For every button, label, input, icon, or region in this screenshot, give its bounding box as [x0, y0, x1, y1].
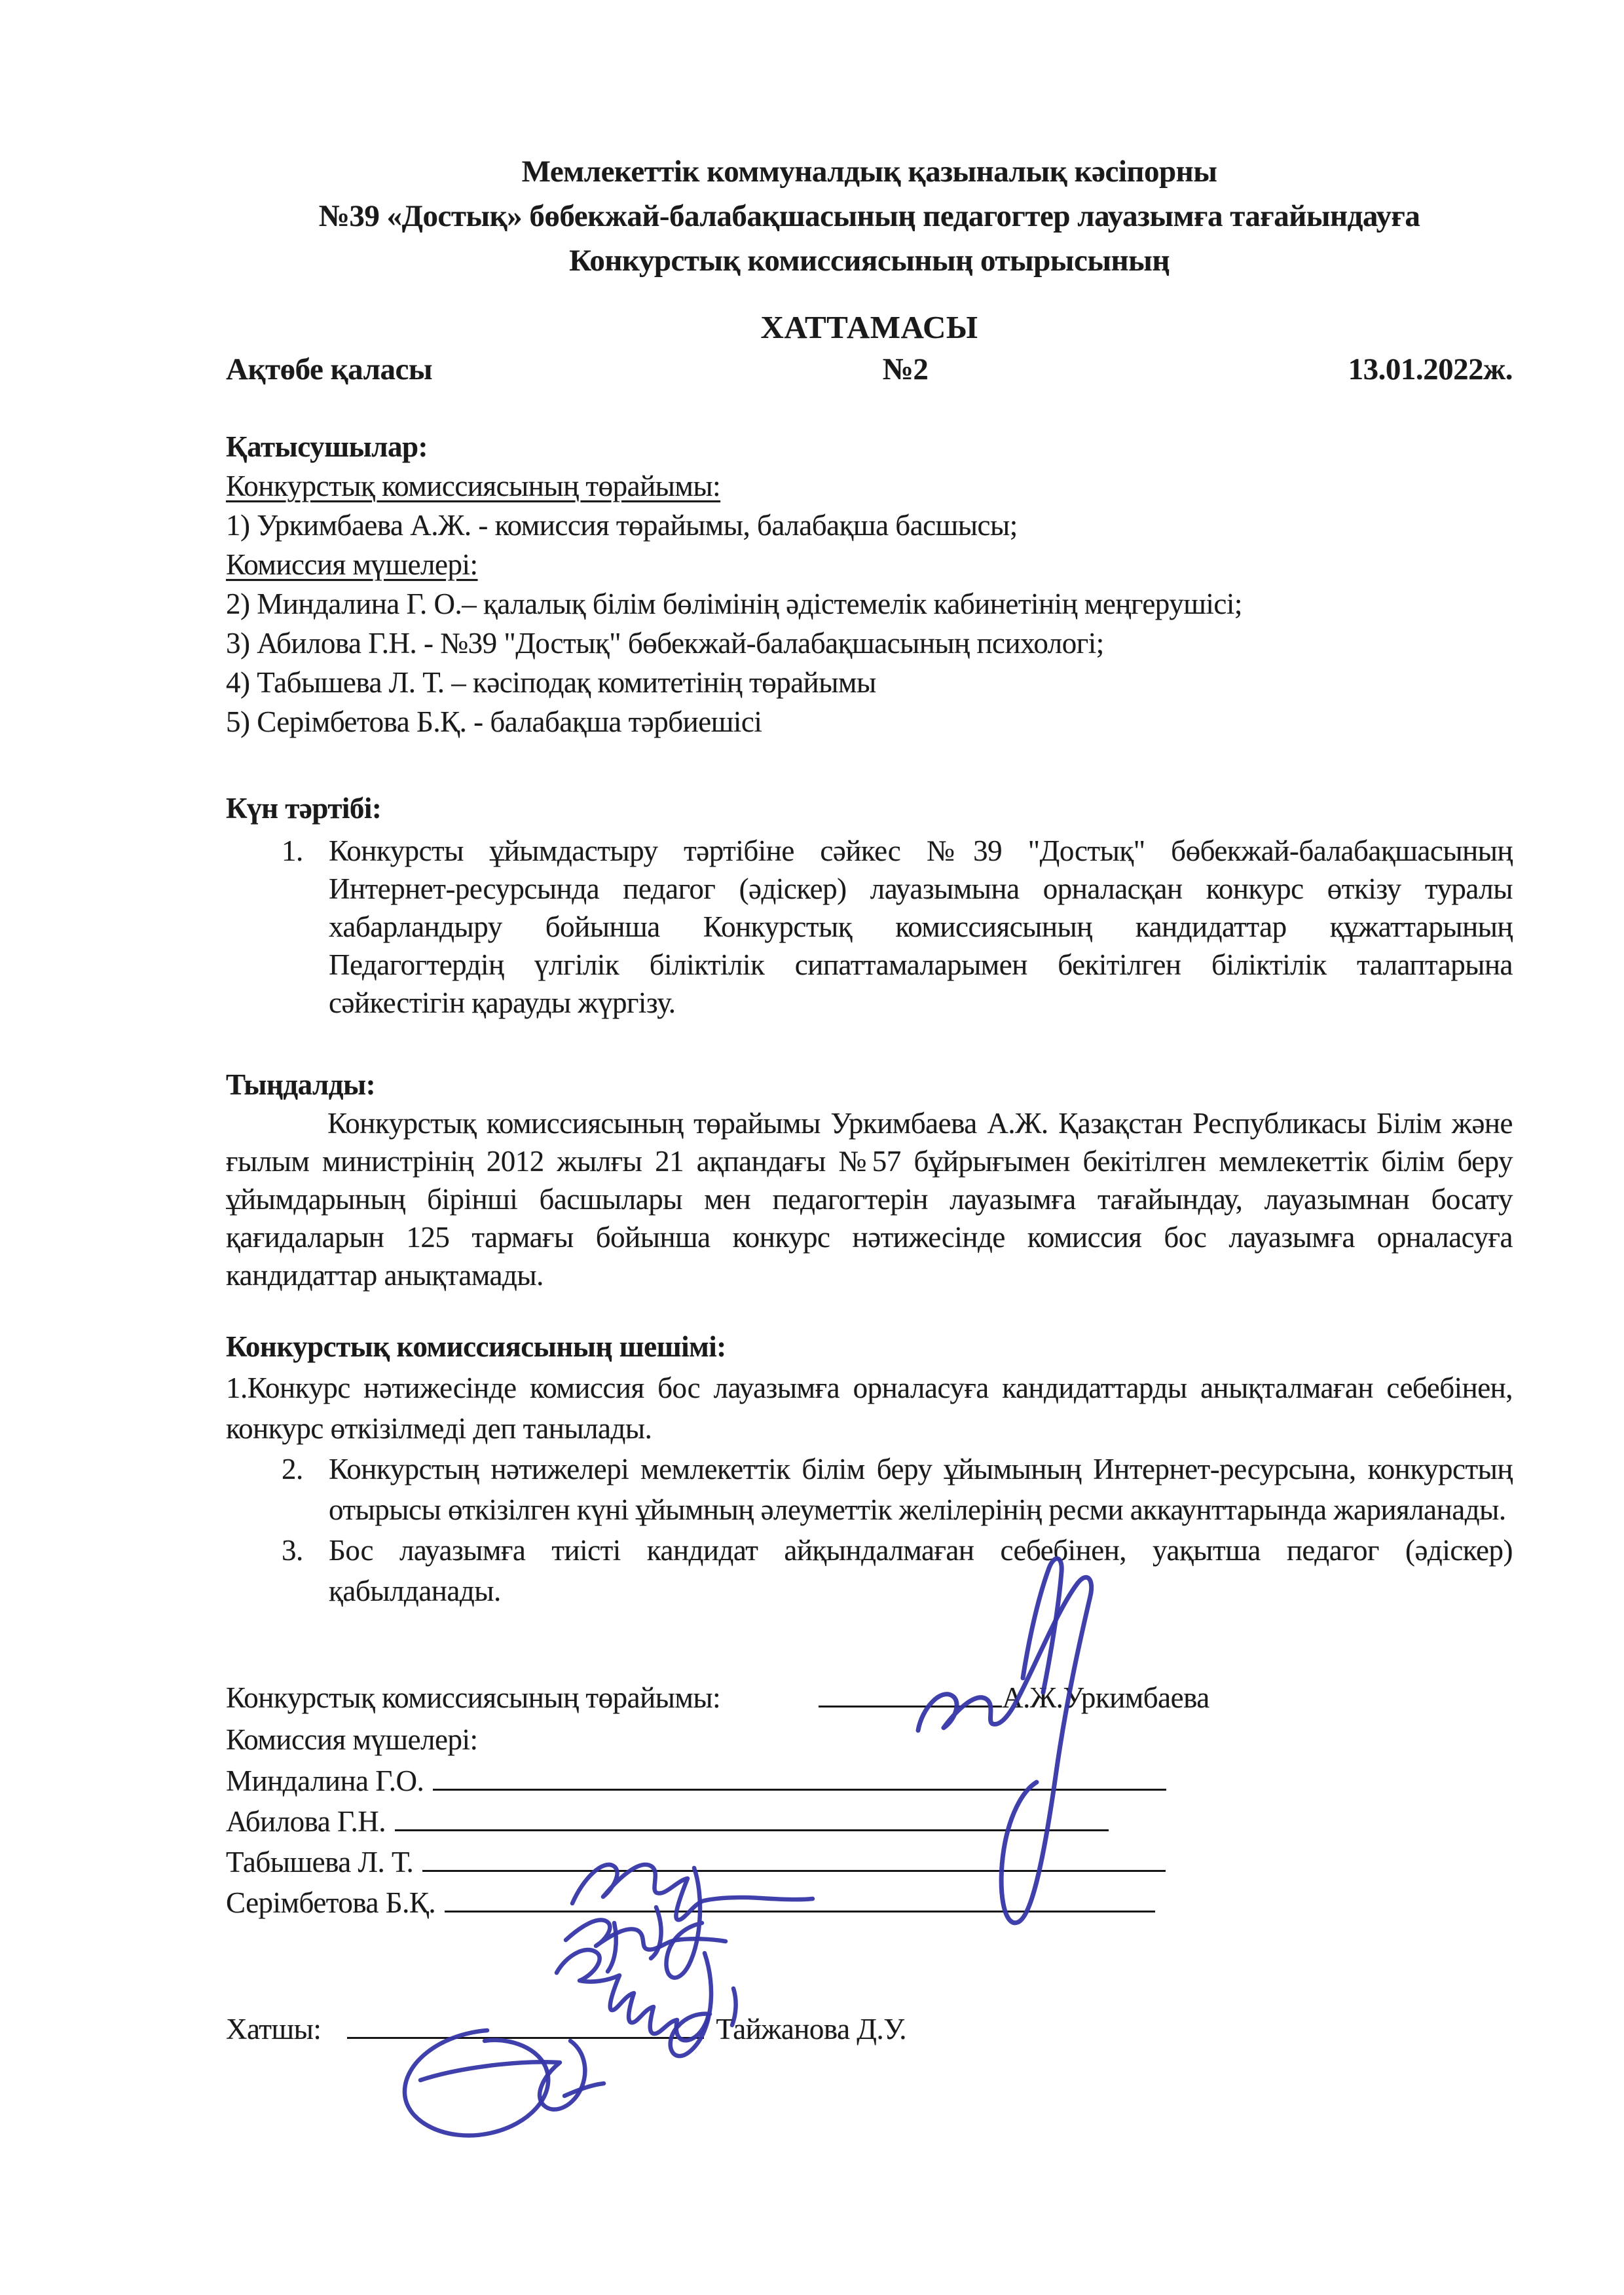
secretary-label: Хатшы:: [226, 2013, 322, 2045]
agenda-item-text: Конкурсты ұйымдастыру тәртібіне сәйкес №39 "Достық" бөбекжай-балабақшасының Интернет-ресурсында педагог (әдіскер) лауазымына орналасқан конкурс өткізу туралы хабарландыру бойынша Конкурстық комиссиясының кандидаттар құжаттарының Педагогтердің үлгілік біліктілік сипаттамаларымен бекітілген біліктілік талаптарына сәйкестігін қарауды жүргізу.: [329, 834, 1513, 1019]
members-heading: Комиссия мүшелері:: [226, 548, 478, 581]
chair-signature-label: Конкурстық комиссиясының төрайымы:: [226, 1681, 721, 1714]
chair-line: 1) Уркимбаева А.Ж. - комиссия төрайымы, балабақша басшысы;: [226, 509, 1018, 542]
secretary-signature-row: [226, 2008, 1513, 2050]
heard-paragraph: Конкурстық комиссиясының төрайымы Уркимбаева А.Ж. Қазақстан Республикасы Білім және ғылым министрінің 2012 жылғы 21 ақпандағы №57 бұйрығымен бекітілген мемлекеттік білім беру ұйымдарының бірінші басшылары мен педагогтерін лауазымға тағайындау, лауазымнан босату қағидаларын 125 тармағы бойынша конкурс нәтижесінде комиссия бос лауазымға орналасуға кандидаттар анықтамады.: [226, 1107, 1513, 1292]
signature-ink-secretary-tail: [564, 2083, 604, 2096]
decision-item-number: 2.: [282, 1453, 303, 1485]
participants-section: [226, 427, 1513, 741]
signature-line: [445, 1886, 1155, 1912]
member-signature-name: Серімбетова Б.Қ.: [226, 1886, 436, 1919]
header-line-1: Мемлекеттік коммуналдық қазыналық кәсіпорны: [521, 155, 1217, 189]
member-signature-row: [226, 1761, 1513, 1801]
agenda-heading: Күн тәртібі:: [226, 792, 382, 825]
secretary-name: Тайжанова Д.У.: [716, 2013, 907, 2045]
heard-heading: Тыңдалды:: [226, 1068, 376, 1101]
meta-city: Ақтөбе қаласы: [226, 352, 433, 386]
member-line: 3) Абилова Г.Н. - №39 "Достық" бөбекжай-балабақшасының психологі;: [226, 627, 1104, 660]
signature-line: [347, 2012, 704, 2039]
member-signature-row: [226, 1842, 1513, 1882]
agenda-item-number: 1.: [282, 834, 303, 867]
protocol-meta-row: [226, 348, 1513, 390]
member-line: 5) Серімбетова Б.Қ. - балабақша тәрбиешісі: [226, 705, 762, 738]
member-line: 4) Табышева Л. Т. – кәсіподақ комитетінің төрайымы: [226, 666, 876, 699]
member-signature-name: Абилова Г.Н.: [226, 1805, 386, 1838]
chair-heading: Конкурстық комиссиясының төрайымы:: [226, 470, 721, 502]
header-line-2: №39 «Достық» бөбекжай-балабақшасының педагогтер лауазымға тағайындауға: [318, 199, 1420, 233]
signatures-section: [226, 1677, 1513, 2050]
agenda-item: [226, 832, 1513, 1022]
decision-item-2: [226, 1449, 1513, 1530]
signature-line: [422, 1845, 1166, 1872]
participants-heading: Қатысушылар:: [226, 430, 428, 463]
member-line: 2) Миндалина Г. О.– қалалық білім бөлімінің әдістемелік кабинетінің меңгерушісі;: [226, 588, 1242, 620]
member-signature-row: [226, 1801, 1513, 1842]
decision-item-1: 1.Конкурс нәтижесінде комиссия бос лауазымға орналасуға кандидаттарды анықталмаған себебінен, конкурс өткізілмеді деп танылады.: [226, 1371, 1513, 1445]
decision-item-number: 3.: [282, 1534, 303, 1567]
signature-line: [395, 1804, 1109, 1831]
member-signature-name: Миндалина Г.О.: [226, 1764, 424, 1797]
meta-date: 13.01.2022ж.: [1348, 352, 1513, 386]
member-signature-row: [226, 1882, 1513, 1923]
decision-heading: Конкурстық комиссиясының шешімі:: [226, 1330, 726, 1363]
decision-item-text: Конкурстың нәтижелері мемлекеттік білім беру ұйымының Интернет-ресурсына, конкурстың отырысы өткізілген күні ұйымның әлеуметтік желілерінің ресми аккаунттарында жарияланады.: [329, 1453, 1513, 1526]
document-header: [226, 149, 1513, 283]
signature-ink-secretary-scribble: [420, 2041, 585, 2110]
chair-signature-row: [226, 1677, 1513, 1719]
member-signature-name: Табышева Л. Т.: [226, 1846, 414, 1878]
signature-line: [819, 1681, 1002, 1707]
page-title: ХАТТАМАСЫ: [760, 309, 978, 345]
signature-line: [433, 1764, 1166, 1791]
decision-item-3: [226, 1530, 1513, 1611]
header-line-3: Конкурстық комиссиясының отырысының: [569, 244, 1170, 278]
members-signature-label: Комиссия мүшелері:: [226, 1723, 478, 1756]
chair-signature-name: А.Ж.Уркимбаева: [1002, 1681, 1209, 1714]
meta-protocol-number: №2: [882, 352, 929, 386]
decision-item-text: Бос лауазымға тиісті кандидат айқындалмаған себебінен, уақытша педагог (әдіскер) қабылданады.: [329, 1534, 1513, 1607]
